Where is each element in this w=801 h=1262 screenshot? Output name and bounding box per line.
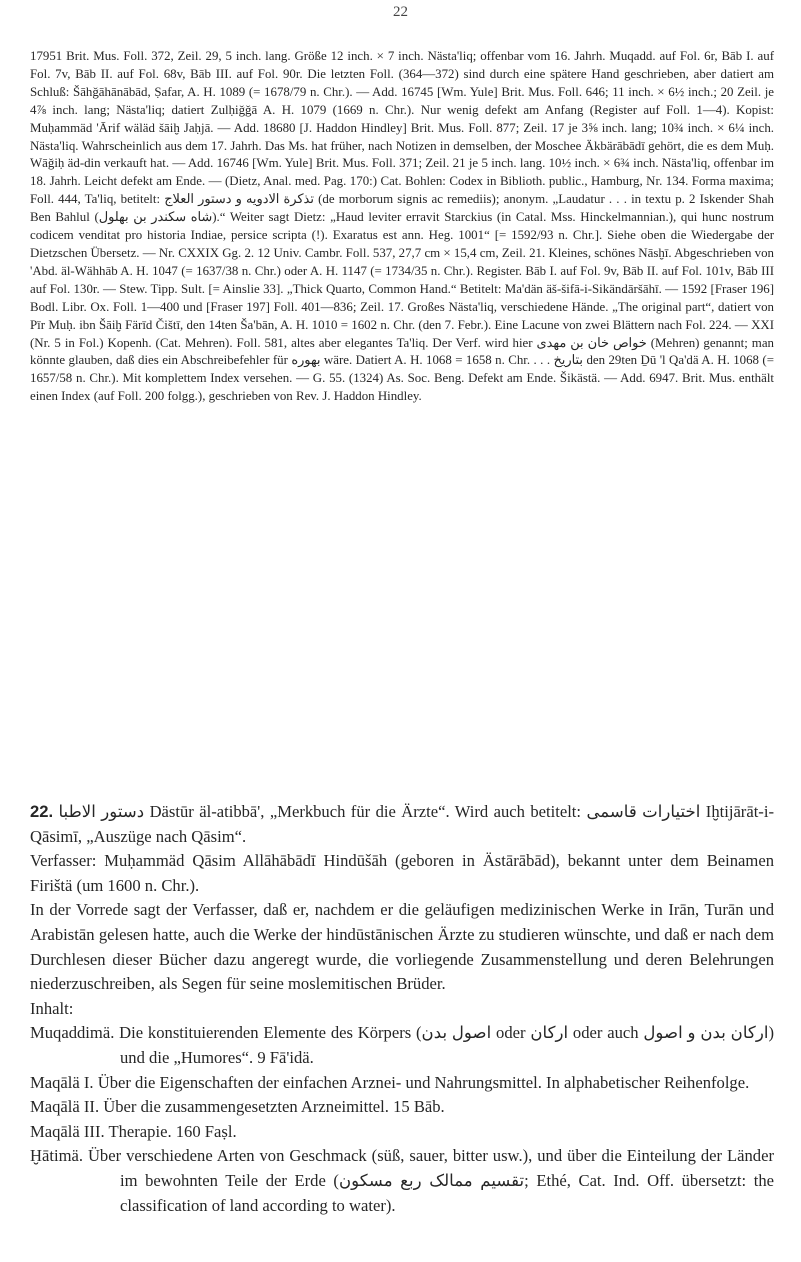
entry-22 [30,800,774,1218]
contents-maqala-1: Maqālä I. Über die Eigenschaften der einfachen Arznei- und Nahrungsmittel. In alphabetischer Reihenfolge. [30,1072,750,1092]
entry-number: 22. [30,802,54,821]
entry-intro: دستور الاطبا Dästūr äl-atibbā', „Merkbuch für die Ärzte“. Wird auch betitelt: اختیارات قاسمی Iḫtijārāt-i-Qāsimī, „Auszüge nach Qāsim“. [30,802,774,846]
contents-label: Inhalt: [30,998,74,1018]
contents-muqaddima: Muqaddimä. Die konstituierenden Elemente des Körpers (اصول بدن oder ارکان oder auch ارکان بدن و اصول) und die „Humores“. 9 Fā'idä. [30,1023,774,1067]
page-number: 22 [393,4,408,20]
entry-author: Verfasser: Muḥammäd Qāsim Allāhābādī Hindūšāh (geboren in Ästārābād), bekannt unter dem Beinamen Firištä (um 1600 n. Chr.). [30,851,774,895]
entry-preface: In der Vorrede sagt der Verfasser, daß er, nachdem er die geläufigen medizinischen Werke in Irān, Turān und Arabistān gelesen hatte, auch die Werke der hindūstānischen Ärzte zu studieren wünschte, und daß er nach dem Durchlesen dieser Bücher dazu angeregt wurde, die vorliegende Zusammenstellung und deren Belehrungen niederzuschreiben, als Segen für seine moslemitischen Brüder. [30,900,774,994]
contents-hatima: Ḫātimä. Über verschiedene Arten von Geschmack (süß, sauer, bitter usw.), und über die Einteilung der Länder im bewohnten Teile der Erde (تقسیم ممالک ربع مسکون; Ethé, Cat. Ind. Off. übersetzt: the classification of land according to water). [30,1146,774,1215]
manuscript-entries: 17951 Brit. Mus. Foll. 372, Zeil. 29, 5 inch. lang. Größe 12 inch. × 7 inch. Nästa'liq; offenbar vom 16. Jahrh. Muqadd. auf Fol. 6r, Bāb I. auf Fol. 7v, Bāb II. auf Fol. 68v, Bāb III. auf Fol. 90r. Die letzten Foll. (364—372) sind durch eine spätere Hand geschrieben, aber datiert am Schluß: Šāhǧāhānābād, Ṣafar, A. H. 1089 (= 1678/79 n. Chr.). — Add. 16745 [Wm. Yule] Brit. Mus. Foll. 646; 11 inch. × 6½ inch.; 20 Zeil. je 4⅞ inch. lang; Nästa'liq; datiert Zulḥiǧǧā A. H. 1079 (1669 n. Chr.). Nur wenig defekt am Anfang (Register auf Foll. 1—4). Kopist: Muḥammäd 'Ārif wäläd šāiḫ Jaḥjā. — Add. 18680 [J. Haddon Hindley] Brit. Mus. Foll. 877; Zeil. 17 je 3⅝ inch. lang; 10¾ inch. × 6¼ inch. Nästa'liq. Wahrscheinlich aus dem 17. Jahrh. Das Ms. hat früher, nach Notizen in demselben, der Moschee Äkbärābādī gehört, die es dem Muḥ. Wāǧiḥ äd-din verkauft hat. — Add. 16746 [Wm. Yule] Brit. Mus. Foll. 371; Zeil. 21 je 5 inch. lang. 10½ inch. × 6¾ inch. Nästa'liq, offenbar im 18. Jahrh. Leicht defekt am Ende. — (Dietz, Anal. med. Pag. 170:) Cat. Bohlen: Codex in Biblioth. public., Hamburg, Nr. 134. Forma maxima; Foll. 444, Ta'liq, betitelt: تذکرة الادویه و دستور العلاج (de morborum signis ac remediis); anonym. „Laudatur . . . in textu p. 2 Iskender Shah Ben Bahlul (شاه سکندر بن بهلول).“ Weiter sagt Dietz: „Haud leviter erravit Starckius (in Catal. Mss. Hinckelmannian.), qui hunc nostrum codicem venditat pro historia Indiae, persice scripta (!). Exaratus est ann. Heg. 1001“ [= 1592/93 n. Chr.]. Siehe oben die Wiedergabe der Dietzschen Übersetz. — Nr. CXXIX Gg. 2. 12 Univ. Cambr. Foll. 537, 27,7 cm × 15,4 cm, Zeil. 21. Kleines, schönes Nāsḫī. Abgeschrieben von 'Abd. äl-Wähhāb A. H. 1047 (= 1637/38 n. Chr.) oder A. H. 1147 (= 1734/35 n. Chr.). Register. Bāb I. auf Fol. 9v, Bāb II. auf Fol. 101v, Bāb III auf Fol. 130r. — Stew. Tipp. Sult. [= Ainslie 33]. „Thick Quarto, Common Hand.“ Betitelt: Ma'dän äš-šifā-i-Sikändāršāhī. — 1592 [Fraser 196] Bodl. Libr. Ox. Foll. 1—400 und [Fraser 197] Foll. 401—836; Zeil. 17. Großes Nästa'liq, verschiedene Hände. „The original part“, datiert von Pīr Muḥ. ibn Šāiḫ Färīd Čištī, den 14ten Ša'bān, A. H. 1010 = 1602 n. Chr. (den 7. Febr.). Eine Lacune von zwei Blättern nach Fol. 224. — XXI (Nr. 5 in Fol.) Kopenh. (Cat. Mehren). Foll. 581, altes aber elegantes Ta'liq. Der Verf. wird hier خواص خان بن مهدی (Mehren) genannt; man könnte glauben, daß dies ein Abschreibefehler für بهوره wäre. Datiert A. H. 1068 = 1658 n. Chr. . . . بتاریخ den 29ten Ḏū 'l Qa'dä A. H. 1068 (= 1657/58 n. Chr.). Mit komplettem Index versehen. — G. 55. (1324) As. Soc. Beng. Defekt am Ende. Šikästä. — Add. 6947. Brit. Mus. enthält einen Index (auf Foll. 200 folgg.), geschrieben von Rev. J. Haddon Hindley. [30,49,774,404]
contents-maqala-2: Maqālä II. Über die zusammengesetzten Arzneimittel. 15 Bāb. [30,1097,445,1117]
entry-title [30,800,774,849]
contents-maqala-3: Maqālä III. Therapie. 160 Faṣl. [30,1121,237,1141]
manuscript-list [30,48,774,406]
